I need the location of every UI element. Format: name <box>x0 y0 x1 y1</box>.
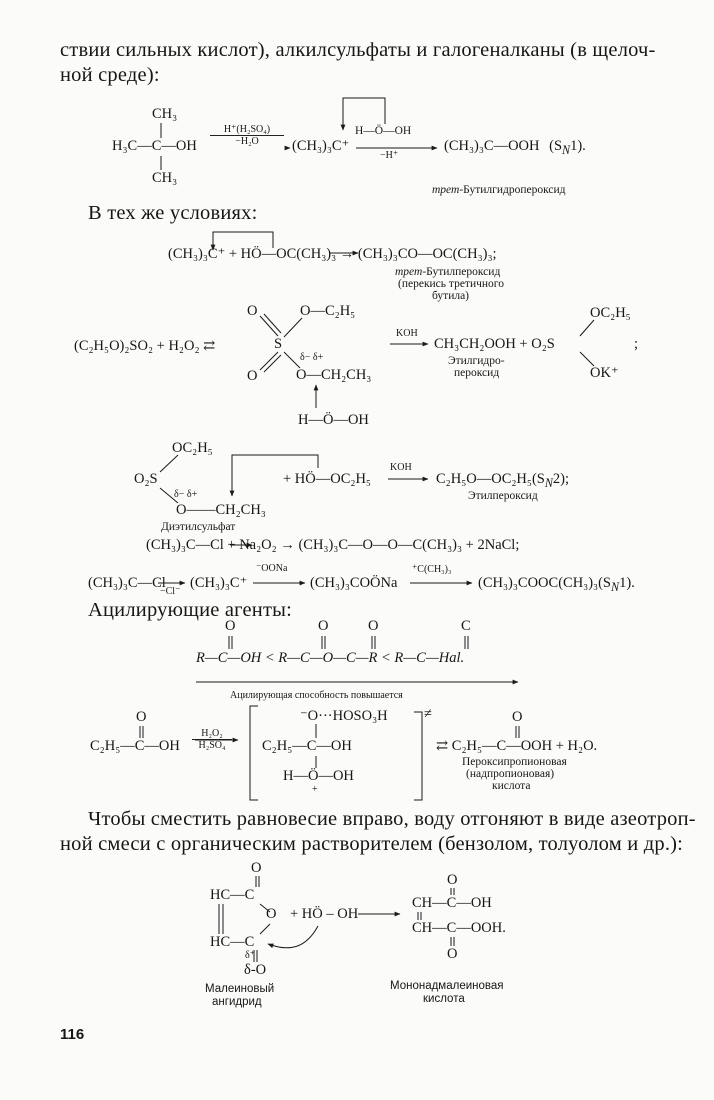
acylating-heading: Ацилирующие агенты: <box>88 599 293 621</box>
r9-prod-o-top: O <box>447 872 458 888</box>
r8-product: ⇄ C₂H₅—C—OOH + H₂O. <box>436 738 598 754</box>
r1-ch3-top: CH₃ <box>152 106 178 122</box>
r1-left: H₃C—C—OH <box>112 138 197 154</box>
r6-start: (CH₃)₃C—Cl <box>88 575 166 591</box>
r1-ch3-bottom: CH₃ <box>152 170 178 186</box>
r9-prod-name-2: кислота <box>423 993 465 1005</box>
r9-hc-top: HC—C <box>210 887 255 903</box>
r9-curved-arrow <box>268 926 318 948</box>
para-line-2: ной смеси с органическим растворителем (бензолом, толуолом и др.): <box>60 833 684 855</box>
r2-equation: (CH₃)₃C⁺ + HÖ—OC(CH₃)₃ → (CH₃)₃CO—OC(CH₃)₃; <box>168 246 497 262</box>
r8-br-plus: + <box>312 784 318 795</box>
r8-name-1: Пероксипропионовая <box>462 756 567 768</box>
page-number: 116 <box>60 1026 85 1043</box>
r9-anhydride-name-1: Малеиновый <box>205 983 275 995</box>
r9-o-ring: O <box>266 906 277 922</box>
intro-line-2: ной среде): <box>60 64 160 86</box>
r1-product-name: трет-Бутилгидропероксид <box>432 184 566 196</box>
r9-ring-c-o-bottom <box>260 924 270 934</box>
r1-peroxide: H—Ö—OH <box>355 125 412 137</box>
r2-name-3: бутила) <box>432 290 470 302</box>
r4-diethyl-sulfate: Диэтилсульфат <box>161 521 236 533</box>
r3-o-top: O <box>247 303 258 319</box>
intro-line-1: ствии сильных кислот), алкилсульфаты и галогеналканы (в щелоч- <box>60 39 656 61</box>
r6-arrow-1-bottom: −Cl⁻ <box>160 586 181 597</box>
r1-arrow-1-top: H⁺(H₂SO₄) <box>210 124 284 136</box>
r6-arrow-3-top: ⁺C(CH₃)₃ <box>412 564 452 575</box>
r8-o-right: O <box>512 709 523 725</box>
r4-product: $C_2H_5O—OC_2H_5(S_N2)$; <box>436 471 570 490</box>
r3-bond-s-oet <box>284 318 302 337</box>
r9-prod-line-2: CH—C—OOH. <box>412 920 506 936</box>
r1-mechanism: $(S_N1)$. <box>549 138 586 157</box>
r8-bracket-left <box>250 706 258 800</box>
r7-o1: O <box>225 618 236 634</box>
r7-row: R—C—OH < R—C—O—C—R < R—C—Hal. <box>196 650 465 666</box>
r3-delta: δ− δ+ <box>300 352 324 363</box>
r3-oc2h5-right: OC₂H₅ <box>590 305 631 321</box>
r9-o-top: O <box>251 860 262 876</box>
r4-bond-bottom <box>160 488 178 503</box>
r6-cation: (CH₃)₃C⁺ <box>190 575 248 591</box>
r1-arrow-2-bottom: −H⁺ <box>380 150 399 161</box>
r4-oc2h5: OC₂H₅ <box>172 440 213 456</box>
r3-hooh: H—Ö—OH <box>298 412 369 428</box>
r2-name-1: трет-Бутилпероксид <box>395 266 501 278</box>
r9-anhydride-name-2: ангидрид <box>212 996 262 1008</box>
r8-arrow-top: H₂O₂ <box>192 728 232 740</box>
r9-prod-o-bottom: O <box>447 946 458 962</box>
r4-o-ch2ch3: O——CH₂CH₃ <box>176 502 266 518</box>
r5-equation: (CH₃)₃C—Cl + Na₂O₂ → (CH₃)₃C—O—O—C(CH₃)₃ + 2NaCl; <box>146 537 520 553</box>
same-conditions-heading: В тех же условиях: <box>88 202 258 224</box>
r3-name-1: Этилгидро- <box>448 355 505 367</box>
r7-o4: C <box>461 618 471 634</box>
r3-name-2: пероксид <box>454 367 500 379</box>
r9-plus: + HÖ – OH <box>290 906 359 922</box>
r1-cation: (CH₃)₃C⁺ <box>292 138 350 154</box>
r9-hc-bottom: HC—C <box>210 934 255 950</box>
r2-name-2: (перекись третичного <box>398 278 504 290</box>
r6-arrow-2-top: ⁻OONa <box>256 563 288 574</box>
r3-products: CH₃CH₂OOH + O₂S <box>434 336 555 352</box>
r1-arrow-1-bottom: −H₂O <box>235 136 259 147</box>
r4-diethyl-peroxide: Этилпероксид <box>468 490 538 502</box>
r3-oc2h5-top: O—C₂H₅ <box>300 303 356 319</box>
r3-bond-s-o <box>284 352 300 368</box>
para-line-1: Чтобы сместить равновесие вправо, воду отгоняют в виде азеотроп- <box>88 808 696 830</box>
r7-o2: O <box>318 618 329 634</box>
r3-och2ch3: O—CH₂CH₃ <box>296 367 372 383</box>
r9-prod-name-1: Мононадмалеиновая <box>390 980 504 992</box>
r3-o-bottom: O <box>247 368 258 384</box>
r9-delta: δ⁺ <box>245 950 255 961</box>
r8-o-left: O <box>136 709 147 725</box>
r4-o2s: O₂S <box>134 471 158 487</box>
r3-reactants: (C₂H₅O)₂SO₂ + H₂O₂ ⇄ <box>74 338 216 354</box>
r2-curved-arrow <box>213 232 273 250</box>
r8-br-low: H—Ö—OH <box>283 768 354 784</box>
r6-product: $(CH_3)_3COOC(CH_3)_3(S_N1)$. <box>478 575 635 594</box>
r8-bracket-right <box>414 712 422 800</box>
r8-name-2: (надпропионовая) <box>466 768 555 780</box>
r1-curved-arrow <box>343 98 385 130</box>
r4-bond-top <box>160 455 178 472</box>
r9-prod-line-1: CH—C—OH <box>412 895 492 911</box>
r8-br-neq: ≠ <box>424 706 432 722</box>
r4-plus-hooc: + HÖ—OC₂H₅ <box>283 471 371 487</box>
r8-br-top: ⁻O···HOSO₃H <box>300 708 388 724</box>
r4-delta: δ− δ+ <box>174 489 198 500</box>
r6-mid: (CH₃)₃COÖNa <box>310 575 398 591</box>
r8-left: C₂H₅—C—OH <box>90 738 180 754</box>
r7-o3: O <box>368 618 379 634</box>
r7-caption: Ацилирующая способность повышается <box>230 690 403 701</box>
r8-br-mid: C₂H₅—C—OH <box>262 738 352 754</box>
r4-koh: KOH <box>390 462 412 473</box>
r9-ring-c-o-top <box>260 904 270 912</box>
r1-product-text: (CH₃)₃C—OOH <box>444 138 540 154</box>
r4-curved-arrow <box>232 455 318 496</box>
r3-semicolon: ; <box>634 336 639 352</box>
r3-bond-right-top <box>580 320 594 336</box>
r3-bond-right-bottom <box>580 352 594 366</box>
r3-s-atom: S <box>274 336 283 352</box>
r9-o-bottom: δ-O <box>244 962 267 978</box>
r8-arrow-bottom: H₂SO₄ <box>198 740 226 751</box>
r3-koh: KOH <box>396 328 418 339</box>
r8-name-3: кислота <box>492 780 531 792</box>
r3-ok-right: OK⁺ <box>590 365 619 381</box>
